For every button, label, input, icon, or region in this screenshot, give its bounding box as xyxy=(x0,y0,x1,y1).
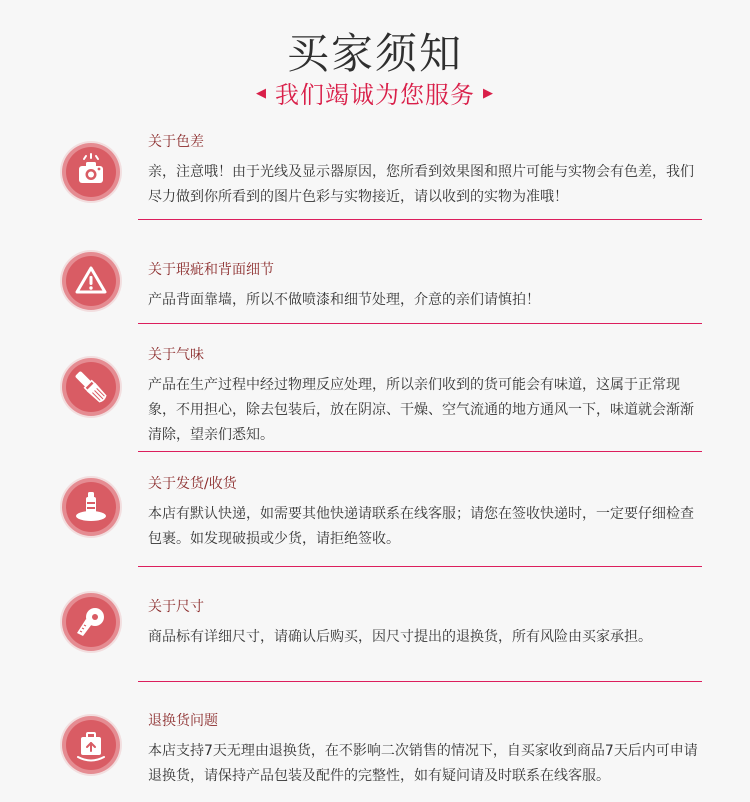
divider xyxy=(138,681,702,682)
camera-icon xyxy=(66,147,116,197)
notice-item-size xyxy=(0,597,750,657)
divider xyxy=(138,219,702,220)
brush-icon xyxy=(66,362,116,412)
item-title-defects: 关于瑕疵和背面细节 xyxy=(148,262,274,278)
notice-item-returns xyxy=(0,711,750,791)
item-body-returns: 本店支持7天无理由退换货，在不影响二次销售的情况下，自买家收到商品7天后内可申请退换货，请保持产品包装及配件的完整性，如有疑问请及时联系在线客服。 xyxy=(148,743,698,784)
item-body-shipping: 本店有默认快递，如需要其他快递请联系在线客服；请您在签收快递时，一定要仔细检查包裹。如发现破损或少货，请拒绝签收。 xyxy=(148,506,694,547)
subtitle-text: 我们竭诚为您服务 xyxy=(275,81,475,109)
notice-item-color-difference xyxy=(0,130,750,222)
tape-measure-icon xyxy=(66,597,116,647)
header xyxy=(0,0,750,120)
item-body-size: 商品标有详细尺寸，请确认后购买，因尺寸提出的退换货，所有风险由买家承担。 xyxy=(148,629,652,645)
arrow-left-icon: ◀ xyxy=(256,86,267,101)
divider xyxy=(138,566,702,567)
warning-icon xyxy=(66,256,116,306)
item-body-smell: 产品在生产过程中经过物理反应处理，所以亲们收到的货可能会有味道，这属于正常现象，不用担心，除去包装后，放在阴凉、干燥、空气流通的地方通风一下，味道就会渐渐清除，望亲们悉知。 xyxy=(148,377,694,443)
notice-item-smell xyxy=(0,345,750,445)
page-title: 买家须知 xyxy=(286,29,463,78)
return-box-icon xyxy=(66,720,116,770)
item-title-shipping: 关于发货/收货 xyxy=(148,476,237,492)
item-title-size: 关于尺寸 xyxy=(148,599,204,615)
item-title-color-difference: 关于色差 xyxy=(148,134,204,150)
divider xyxy=(138,323,702,324)
divider xyxy=(138,451,702,452)
item-body-defects: 产品背面靠墙，所以不做喷漆和细节处理，介意的亲们请慎拍！ xyxy=(148,292,540,308)
notice-item-shipping xyxy=(0,474,750,554)
item-body-color-difference: 亲，注意哦！由于光线及显示器原因，您所看到效果图和照片可能与实物会有色差，我们尽力做到你所看到的图片色彩与实物接近，请以收到的实物为准哦！ xyxy=(148,164,694,205)
shipping-icon xyxy=(66,482,116,532)
arrow-right-icon: ▶ xyxy=(483,86,494,101)
notice-item-defects xyxy=(0,256,750,324)
item-title-returns: 退换货问题 xyxy=(148,713,218,729)
item-title-smell: 关于气味 xyxy=(148,347,204,363)
page-subtitle xyxy=(0,80,750,111)
